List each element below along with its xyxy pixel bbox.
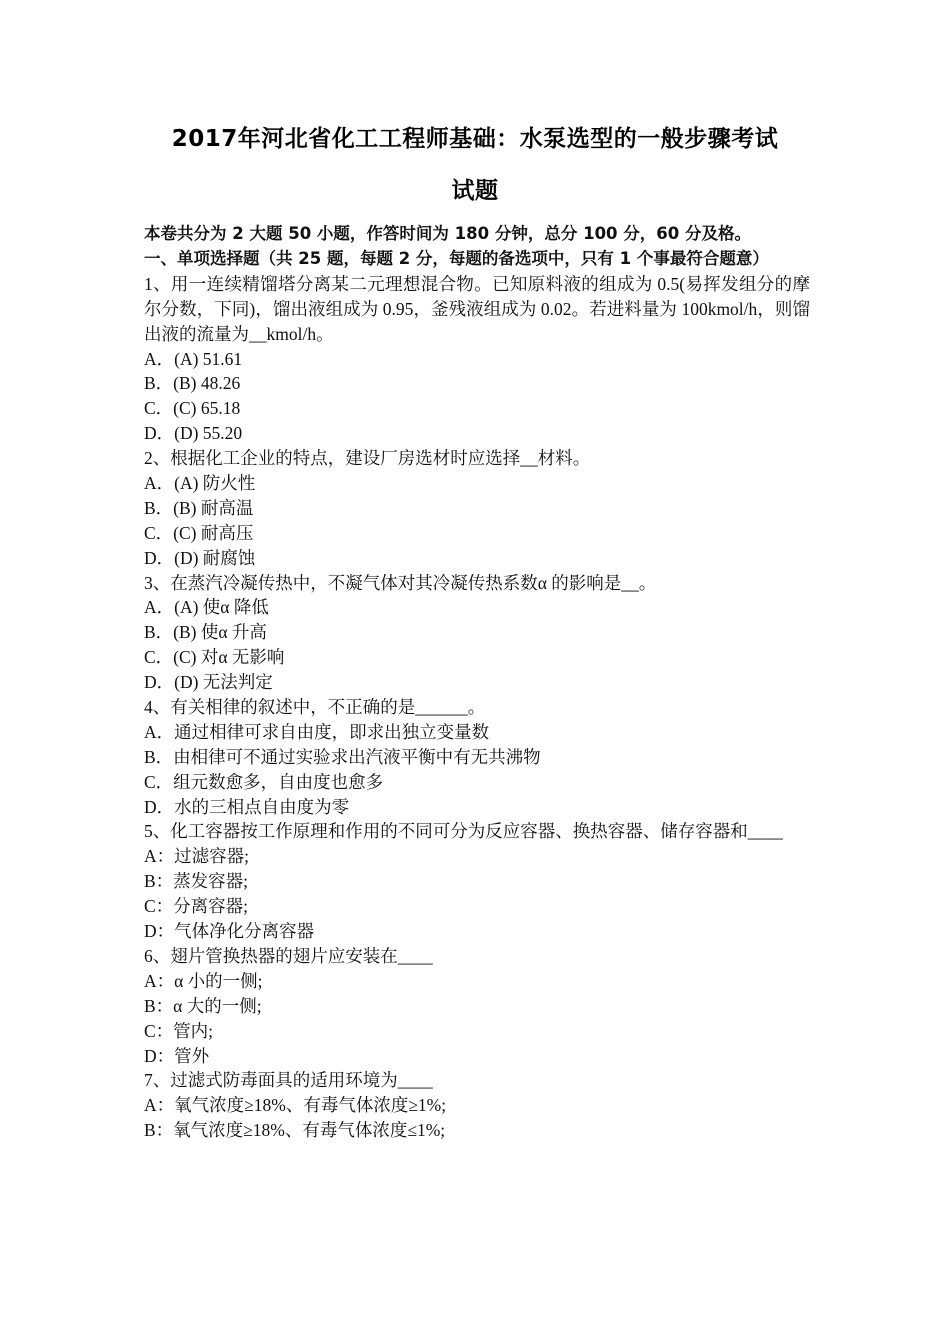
section-heading: 一、单项选择题（共 25 题，每题 2 分，每题的备选项中，只有 1 个事最符合题意）	[144, 248, 769, 268]
question-option: A．(A) 防火性	[144, 472, 256, 493]
question-option: B．(B) 使α 升高	[144, 622, 267, 643]
exam-intro: 本卷共分为 2 大题 50 小题，作答时间为 180 分钟，总分 100 分，60 分及格。	[144, 224, 751, 243]
question-option: B：蒸发容器;	[144, 871, 249, 892]
question-option: A．(A) 51.61	[144, 348, 243, 369]
question-6	[144, 944, 810, 1068]
question-stem: 2、根据化工企业的特点，建设厂房选材时应选择__材料。	[144, 448, 591, 469]
question-stem: 3、在蒸汽冷凝传热中，不凝气体对其冷凝传热系数α 的影响是__。	[144, 572, 657, 593]
question-option: B．由相律可不通过实验求出汽液平衡中有无共沸物	[144, 746, 541, 767]
question-option: A：过滤容器;	[144, 846, 249, 867]
question-option: D．(D) 耐腐蚀	[144, 547, 256, 568]
question-4	[144, 695, 810, 819]
question-option: D：管外	[144, 1045, 210, 1066]
question-stem: 5、化工容器按工作原理和作用的不同可分为反应容器、换热容器、储存容器和____	[144, 821, 783, 842]
question-1	[144, 272, 810, 446]
question-5	[144, 819, 810, 943]
document-title-line2: 试题	[451, 178, 499, 204]
question-stem: 7、过滤式防毒面具的适用环境为____	[144, 1070, 433, 1091]
question-stem: 4、有关相律的叙述中，不正确的是______。	[144, 697, 486, 718]
question-stem: 6、翅片管换热器的翅片应安装在____	[144, 945, 433, 966]
question-option: D．水的三相点自由度为零	[144, 796, 350, 817]
question-option: A．(A) 使α 降低	[144, 597, 269, 618]
question-option: C．(C) 65.18	[144, 398, 241, 419]
question-option: B：氧气浓度≥18%、有毒气体浓度≤1%;	[144, 1120, 446, 1141]
question-option: C．组元数愈多，自由度也愈多	[144, 771, 384, 792]
question-option: B．(B) 耐高温	[144, 497, 254, 518]
question-3	[144, 571, 810, 695]
question-option: C：分离容器;	[144, 896, 249, 917]
document-body	[144, 222, 810, 1143]
question-option: D．(D) 55.20	[144, 423, 243, 444]
document-title-line1: 2017年河北省化工工程师基础：水泵选型的一般步骤考试	[171, 126, 779, 152]
question-option: A：氧气浓度≥18%、有毒气体浓度≥1%;	[144, 1095, 447, 1116]
question-option: C．(C) 对α 无影响	[144, 647, 285, 668]
question-option: A．通过相律可求自由度，即求出独立变量数	[144, 721, 490, 742]
question-option: B．(B) 48.26	[144, 373, 241, 394]
question-option: C．(C) 耐高压	[144, 522, 254, 543]
question-option: A：α 小的一侧;	[144, 970, 263, 991]
question-option: C：管内;	[144, 1020, 214, 1041]
question-option: D．(D) 无法判定	[144, 672, 273, 693]
question-option: D：气体净化分离容器	[144, 921, 315, 942]
question-2	[144, 446, 810, 570]
question-option: B：α 大的一侧;	[144, 995, 262, 1016]
question-7	[144, 1068, 810, 1143]
question-stem: 1、用一连续精馏塔分离某二元理想混合物。已知原料液的组成为 0.5(易挥发组分的摩尔分数，下同)，馏出液组成为 0.95，釜残液组成为 0.02。若进料量为 100kmol/h，则馏出液的流量为__kmol/h。	[144, 273, 810, 344]
